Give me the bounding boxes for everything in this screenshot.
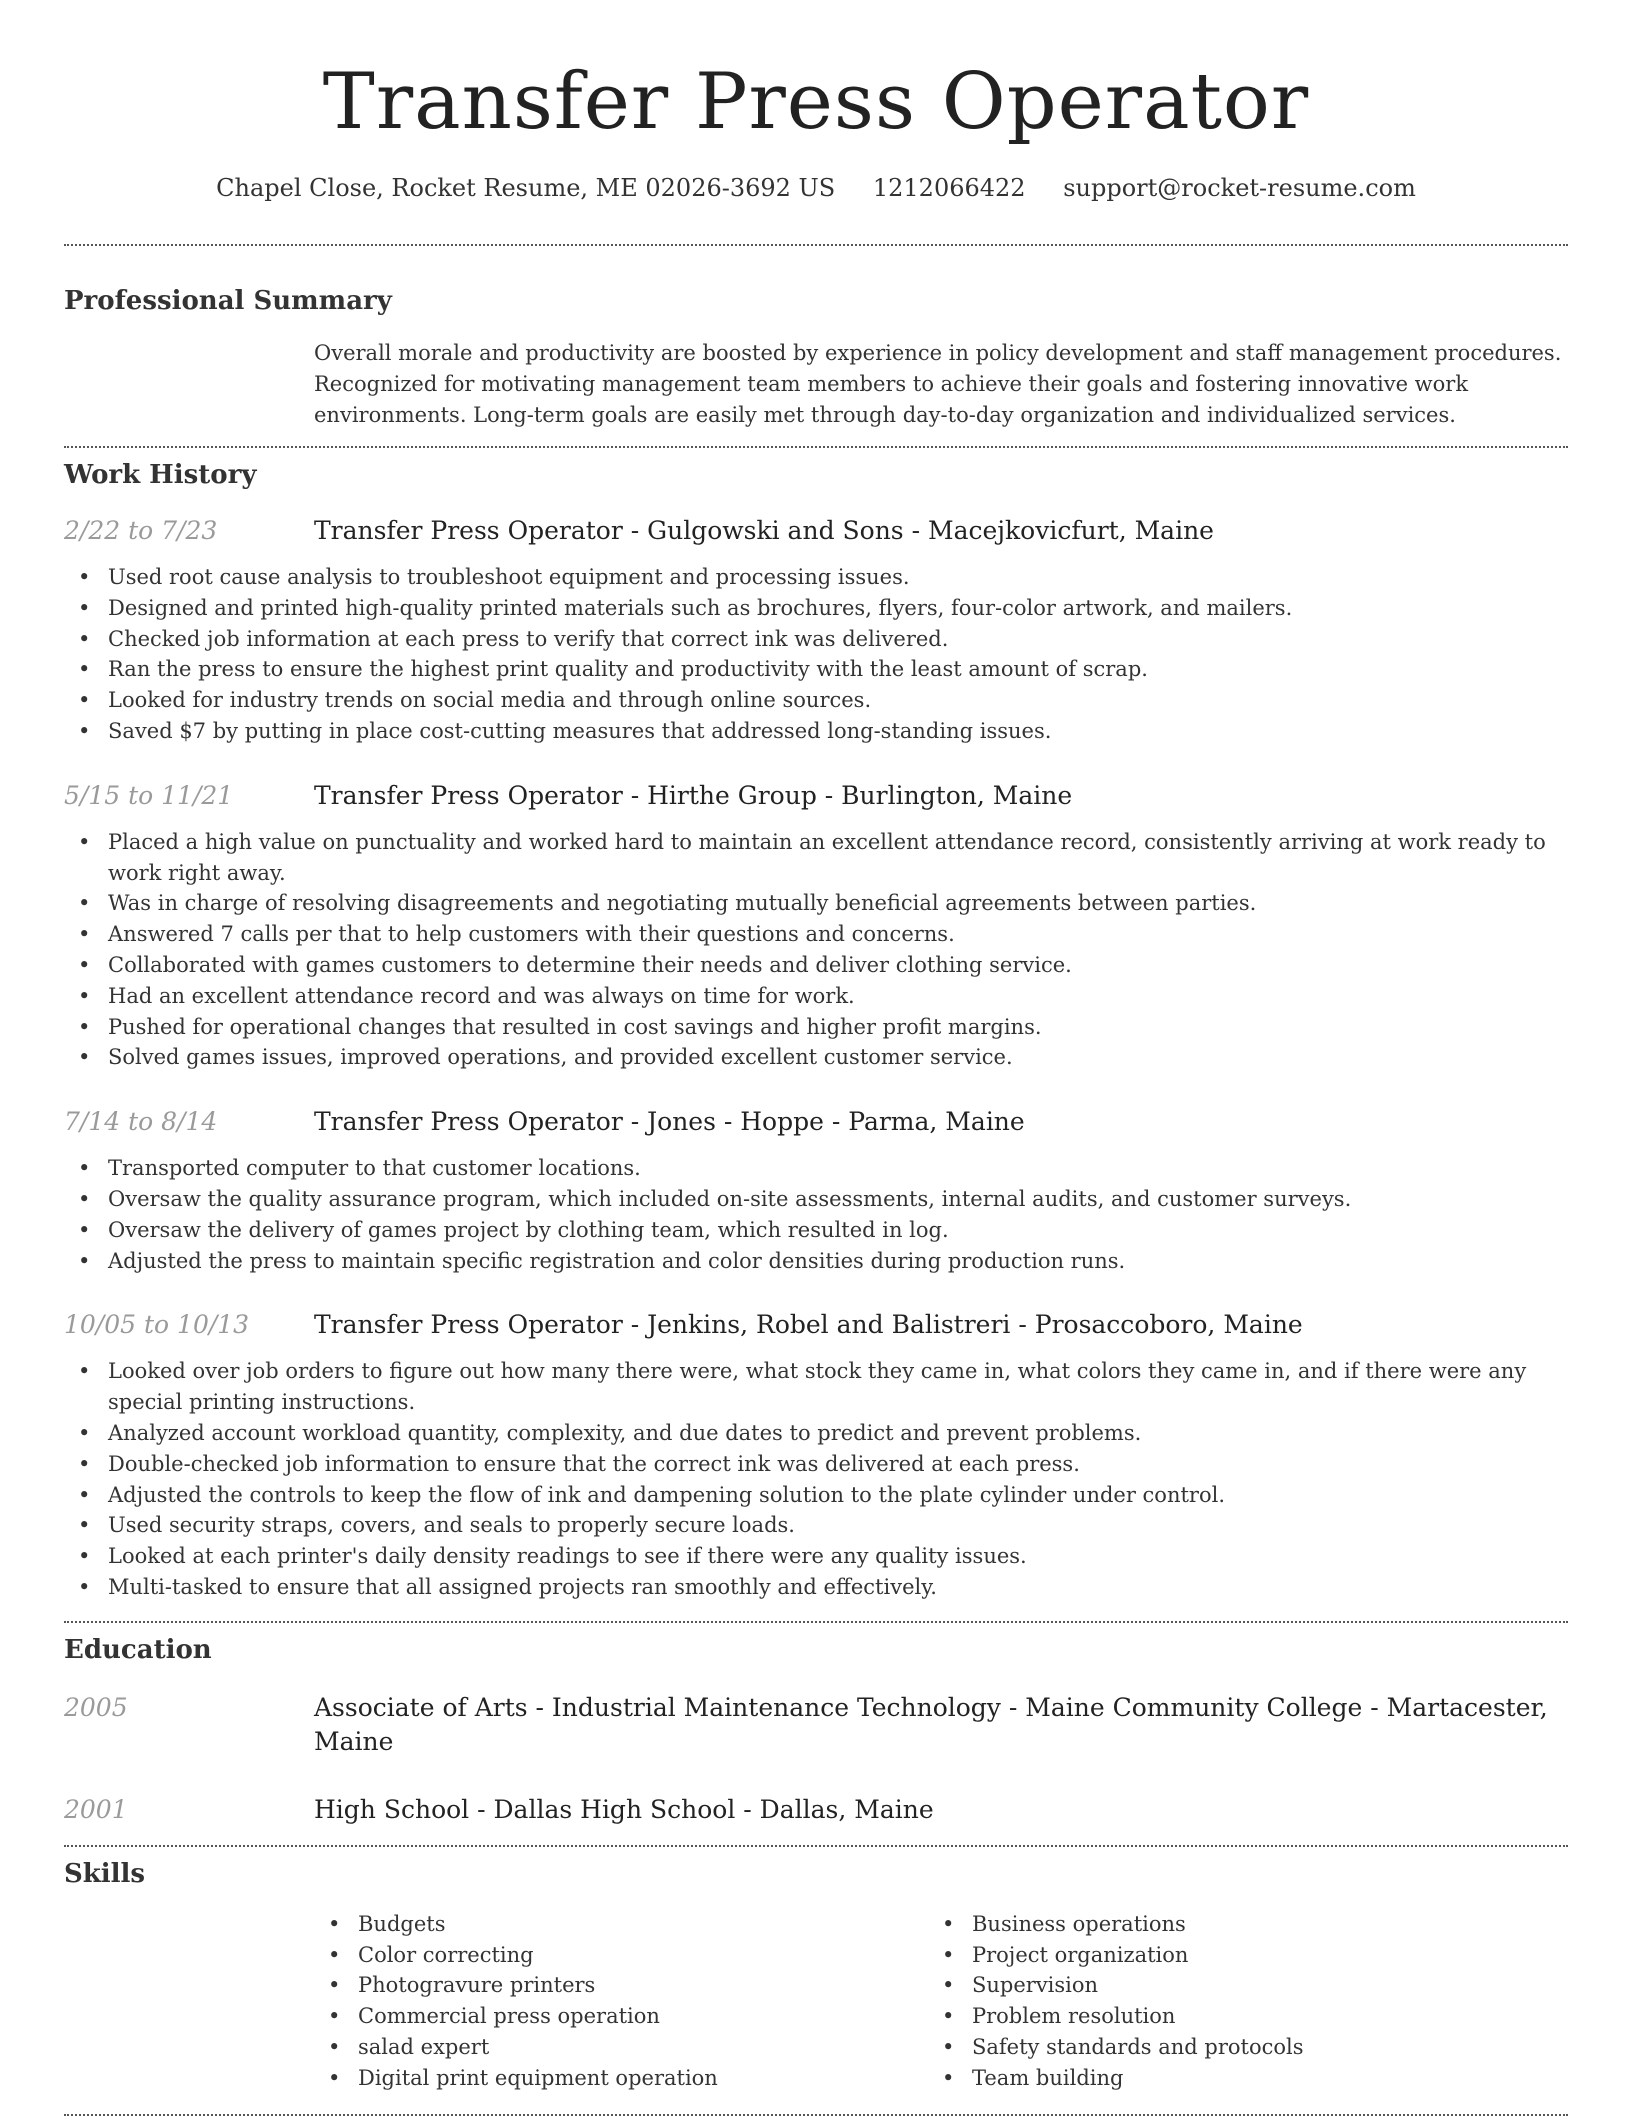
education-year: 2001 xyxy=(64,1794,128,1824)
contact-line xyxy=(64,172,1568,204)
section-title-work-history: Work History xyxy=(64,460,257,490)
job-bullet: • Answered 7 calls per that to help customers with their questions and concerns. xyxy=(64,919,1568,950)
job-entry xyxy=(64,514,1568,747)
skill-item: • Safety standards and protocols xyxy=(928,2032,1542,2063)
job-bullet: • Ran the press to ensure the highest print quality and productivity with the least amount of scrap. xyxy=(64,654,1568,685)
job-bullet: • Transported computer to that customer locations. xyxy=(64,1153,1568,1184)
job-bullet: • Solved games issues, improved operations, and provided excellent customer service. xyxy=(64,1042,1568,1073)
section-divider xyxy=(64,1845,1568,1847)
job-bullet: • Oversaw the delivery of games project by clothing team, which resulted in log. xyxy=(64,1215,1568,1246)
job-bullet: • Looked at each printer's daily density readings to see if there were any quality issues. xyxy=(64,1541,1568,1572)
job-bullet: • Saved $7 by putting in place cost-cutting measures that addressed long-standing issues. xyxy=(64,716,1568,747)
job-bullet: • Analyzed account workload quantity, complexity, and due dates to predict and prevent problems. xyxy=(64,1418,1568,1449)
skill-item: • Photogravure printers xyxy=(314,1970,928,2001)
job-bullet-list xyxy=(64,562,1568,747)
contact-phone: 1212066422 xyxy=(872,174,1026,202)
candidate-name: Transfer Press Operator xyxy=(322,57,1310,147)
skill-item: • Problem resolution xyxy=(928,2001,1542,2032)
section-divider xyxy=(64,244,1568,246)
skill-item: • Supervision xyxy=(928,1970,1542,2001)
education-entry xyxy=(64,1793,1568,1827)
education-details: High School - Dallas High School - Dallas, Maine xyxy=(314,1794,934,1824)
job-bullet: • Collaborated with games customers to determine their needs and deliver clothing service. xyxy=(64,950,1568,981)
job-bullet: • Used root cause analysis to troubleshoot equipment and processing issues. xyxy=(64,562,1568,593)
job-entry xyxy=(64,1308,1568,1602)
skill-item: • salad expert xyxy=(314,2032,928,2063)
job-bullet-list xyxy=(64,827,1568,1073)
job-bullet: • Pushed for operational changes that resulted in cost savings and higher profit margins. xyxy=(64,1012,1568,1043)
summary-section xyxy=(64,284,1568,431)
section-divider xyxy=(64,446,1568,448)
work-history-section xyxy=(64,458,1568,1603)
job-bullet-list xyxy=(64,1356,1568,1602)
job-bullet: • Double-checked job information to ensure that the correct ink was delivered at each press. xyxy=(64,1449,1568,1480)
section-title-summary: Professional Summary xyxy=(64,286,392,316)
job-bullet: • Was in charge of resolving disagreements and negotiating mutually beneficial agreements between parties. xyxy=(64,888,1568,919)
job-bullet: • Adjusted the controls to keep the flow of ink and dampening solution to the plate cylinder under control. xyxy=(64,1480,1568,1511)
job-bullet: • Looked over job orders to figure out how many there were, what stock they came in, what colors they came in, and if there were any special printing instructions. xyxy=(64,1356,1568,1418)
summary-text: Overall morale and productivity are boosted by experience in policy development and staff management procedures. Recognized for motivating management team members to achieve their goals and fostering innovative work environments. Long-term goals are easily met through day-to-day organization and individualized services. xyxy=(314,341,1562,427)
job-entry xyxy=(64,1105,1568,1276)
job-bullet: • Designed and printed high-quality printed materials such as brochures, flyers, four-color artwork, and mailers. xyxy=(64,593,1568,624)
job-dates: 2/22 to 7/23 xyxy=(64,516,218,545)
job-bullet: • Placed a high value on punctuality and worked hard to maintain an excellent attendance record, consistently arriving at work ready to work right away. xyxy=(64,827,1568,889)
skills-list-left xyxy=(314,1909,928,2094)
job-heading: Transfer Press Operator - Jenkins, Robel and Balistreri - Prosaccoboro, Maine xyxy=(314,1310,1303,1340)
job-heading: Transfer Press Operator - Hirthe Group - Burlington, Maine xyxy=(314,780,1073,810)
section-divider xyxy=(64,2114,1568,2116)
education-entry xyxy=(64,1691,1568,1759)
skill-item: • Color correcting xyxy=(314,1940,928,1971)
contact-address: Chapel Close, Rocket Resume, ME 02026-3692 US xyxy=(216,174,836,202)
skill-item: • Commercial press operation xyxy=(314,2001,928,2032)
job-bullet: • Multi-tasked to ensure that all assigned projects ran smoothly and effectively. xyxy=(64,1572,1568,1603)
section-divider xyxy=(64,1621,1568,1623)
job-entry xyxy=(64,779,1568,1073)
skills-list-right xyxy=(928,1909,1542,2094)
skills-section xyxy=(64,1857,1568,2094)
skill-item: • Budgets xyxy=(314,1909,928,1940)
skills-columns xyxy=(314,1909,1568,2094)
job-bullet: • Oversaw the quality assurance program, which included on-site assessments, internal audits, and customer surveys. xyxy=(64,1184,1568,1215)
skill-item: • Digital print equipment operation xyxy=(314,2063,928,2094)
contact-email: support@rocket-resume.com xyxy=(1063,174,1416,202)
skill-item: • Business operations xyxy=(928,1909,1542,1940)
job-bullet: • Adjusted the press to maintain specific registration and color densities during production runs. xyxy=(64,1246,1568,1277)
job-bullet-list xyxy=(64,1153,1568,1276)
education-section xyxy=(64,1633,1568,1827)
job-heading: Transfer Press Operator - Gulgowski and Sons - Macejkovicfurt, Maine xyxy=(314,516,1214,545)
job-dates: 10/05 to 10/13 xyxy=(64,1310,250,1340)
job-bullet: • Had an excellent attendance record and was always on time for work. xyxy=(64,981,1568,1012)
education-year: 2005 xyxy=(64,1692,128,1722)
job-dates: 5/15 to 11/21 xyxy=(64,780,234,810)
job-heading: Transfer Press Operator - Jones - Hoppe - Parma, Maine xyxy=(314,1107,1025,1137)
job-bullet: • Used security straps, covers, and seals to properly secure loads. xyxy=(64,1510,1568,1541)
skill-item: • Team building xyxy=(928,2063,1542,2094)
education-details: Associate of Arts - Industrial Maintenance Technology - Maine Community College - Martacester, Maine xyxy=(314,1692,1548,1756)
job-dates: 7/14 to 8/14 xyxy=(64,1107,218,1137)
job-bullet: • Looked for industry trends on social media and through online sources. xyxy=(64,685,1568,716)
section-title-education: Education xyxy=(64,1634,212,1665)
resume-page xyxy=(64,0,1568,2116)
section-title-skills: Skills xyxy=(64,1858,146,1889)
job-bullet: • Checked job information at each press to verify that correct ink was delivered. xyxy=(64,624,1568,655)
skill-item: • Project organization xyxy=(928,1940,1542,1971)
